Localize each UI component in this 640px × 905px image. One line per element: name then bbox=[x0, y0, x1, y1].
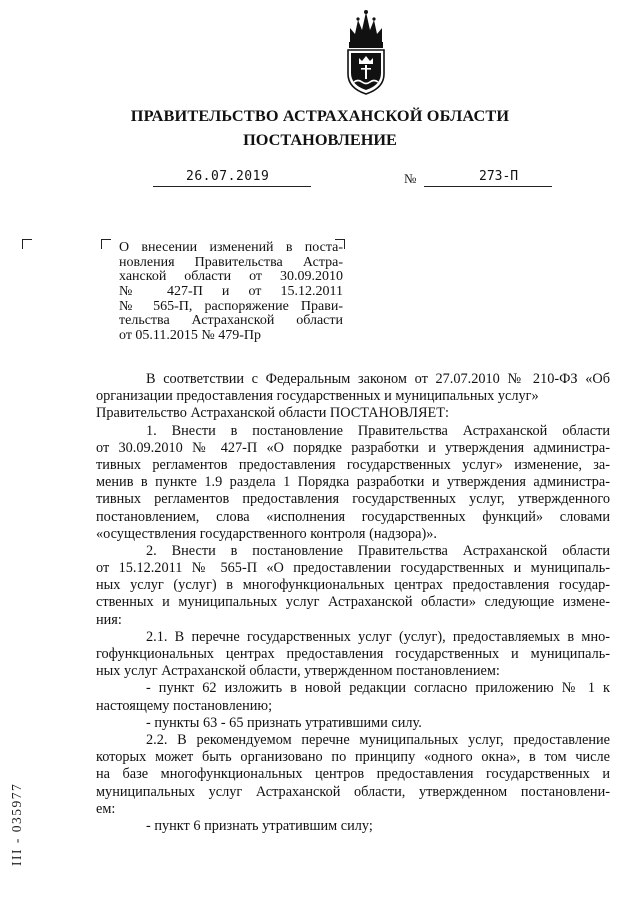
body-line: настоящему постановлению; bbox=[96, 697, 273, 714]
title-line: ханской области от 30.09.2010 bbox=[119, 269, 343, 285]
document-date: 26.07.2019 bbox=[186, 169, 270, 184]
side-serial-text: III - 035977 bbox=[9, 782, 24, 866]
document-number: 273-П bbox=[479, 169, 519, 184]
body-line: тивных регламентов предоставления государственных услуг, утвержденного bbox=[96, 491, 610, 508]
body-line: на базе многофункциональных центров предоставления государственных и bbox=[96, 766, 610, 783]
number-underline bbox=[424, 186, 552, 187]
body-line: организации предоставления государственных и муниципальных услуг» bbox=[96, 388, 539, 405]
document-body bbox=[96, 371, 610, 835]
side-serial-number bbox=[2, 738, 28, 868]
body-line: В соответствии с Федеральным законом от 27.07.2010 № 210-ФЗ «Об bbox=[146, 371, 610, 387]
astrakhan-coat-of-arms-icon bbox=[342, 8, 390, 96]
document-title bbox=[119, 241, 343, 344]
body-line: «осуществления государственного контроля (надзора)». bbox=[96, 525, 437, 542]
body-line: от 15.12.2011 № 565-П «О предоставлении государственных и муниципаль- bbox=[96, 560, 610, 577]
title-line: О внесении изменений в поста- bbox=[119, 240, 343, 255]
body-line: ственных и муниципальных услуг Астраханской области» следующие измене- bbox=[96, 594, 610, 611]
body-line: 2.2. В рекомендуемом перечне муниципальных услуг, предоставление bbox=[146, 731, 610, 748]
body-line: - пункт 62 изложить в новой редакции согласно приложению № 1 к bbox=[146, 680, 610, 697]
body-line: ния: bbox=[96, 611, 122, 628]
body-line: ных услуг (услуг) в многофункциональных центрах предоставления государ- bbox=[96, 577, 610, 594]
title-line: новления Правительства Астра- bbox=[119, 254, 343, 270]
body-line: - пункты 63 - 65 признать утратившими силу. bbox=[146, 714, 422, 731]
body-line: 2.1. В перечне государственных услуг (услуг), предоставляемых в мно- bbox=[146, 628, 610, 645]
body-line: - пункт 6 признать утратившим силу; bbox=[146, 817, 373, 834]
organization-title: ПРАВИТЕЛЬСТВО АСТРАХАНСКОЙ ОБЛАСТИ bbox=[130, 106, 510, 125]
number-sign: № bbox=[404, 171, 417, 186]
body-line: тивных регламентов предоставления государственных услуг» изменение, за- bbox=[96, 456, 610, 473]
body-line: 2. Внести в постановление Правительства Астраханской области bbox=[146, 542, 610, 559]
body-line: которых может быть организовано по принципу «одного окна», в том числе bbox=[96, 749, 610, 766]
body-line: муниципальных услуг Астраханской области, утвержденном постановлени- bbox=[96, 783, 610, 800]
title-line: № 565-П, распоряжение Прави- bbox=[119, 298, 343, 314]
left-corner-mark bbox=[22, 239, 32, 249]
title-line: тельства Астраханской области bbox=[119, 313, 343, 329]
title-line: от 05.11.2015 № 479-Пр bbox=[119, 328, 262, 344]
body-line: ных услуг Астраханской области, утвержденном постановлением: bbox=[96, 663, 500, 680]
body-line: ем: bbox=[96, 800, 116, 817]
body-line: гофункциональных центрах предоставления государственных и муниципаль- bbox=[96, 646, 610, 662]
body-line: от 30.09.2010 № 427-П «О порядке разработки и утверждения администра- bbox=[96, 439, 610, 456]
body-line: менив в пункте 1.9 раздела 1 Порядка разработки и утверждения администра- bbox=[96, 474, 610, 491]
title-corner-mark-left bbox=[101, 239, 111, 249]
document-type: ПОСТАНОВЛЕНИЕ bbox=[243, 130, 397, 149]
body-line: постановлением, слова «исполнения государственных функций» словами bbox=[96, 508, 610, 525]
body-line: Правительство Астраханской области ПОСТАНОВЛЯЕТ: bbox=[96, 405, 449, 422]
body-line: 1. Внести в постановление Правительства Астраханской области bbox=[146, 422, 610, 439]
title-line: № 427-П и от 15.12.2011 bbox=[119, 284, 343, 300]
date-underline bbox=[153, 186, 311, 187]
